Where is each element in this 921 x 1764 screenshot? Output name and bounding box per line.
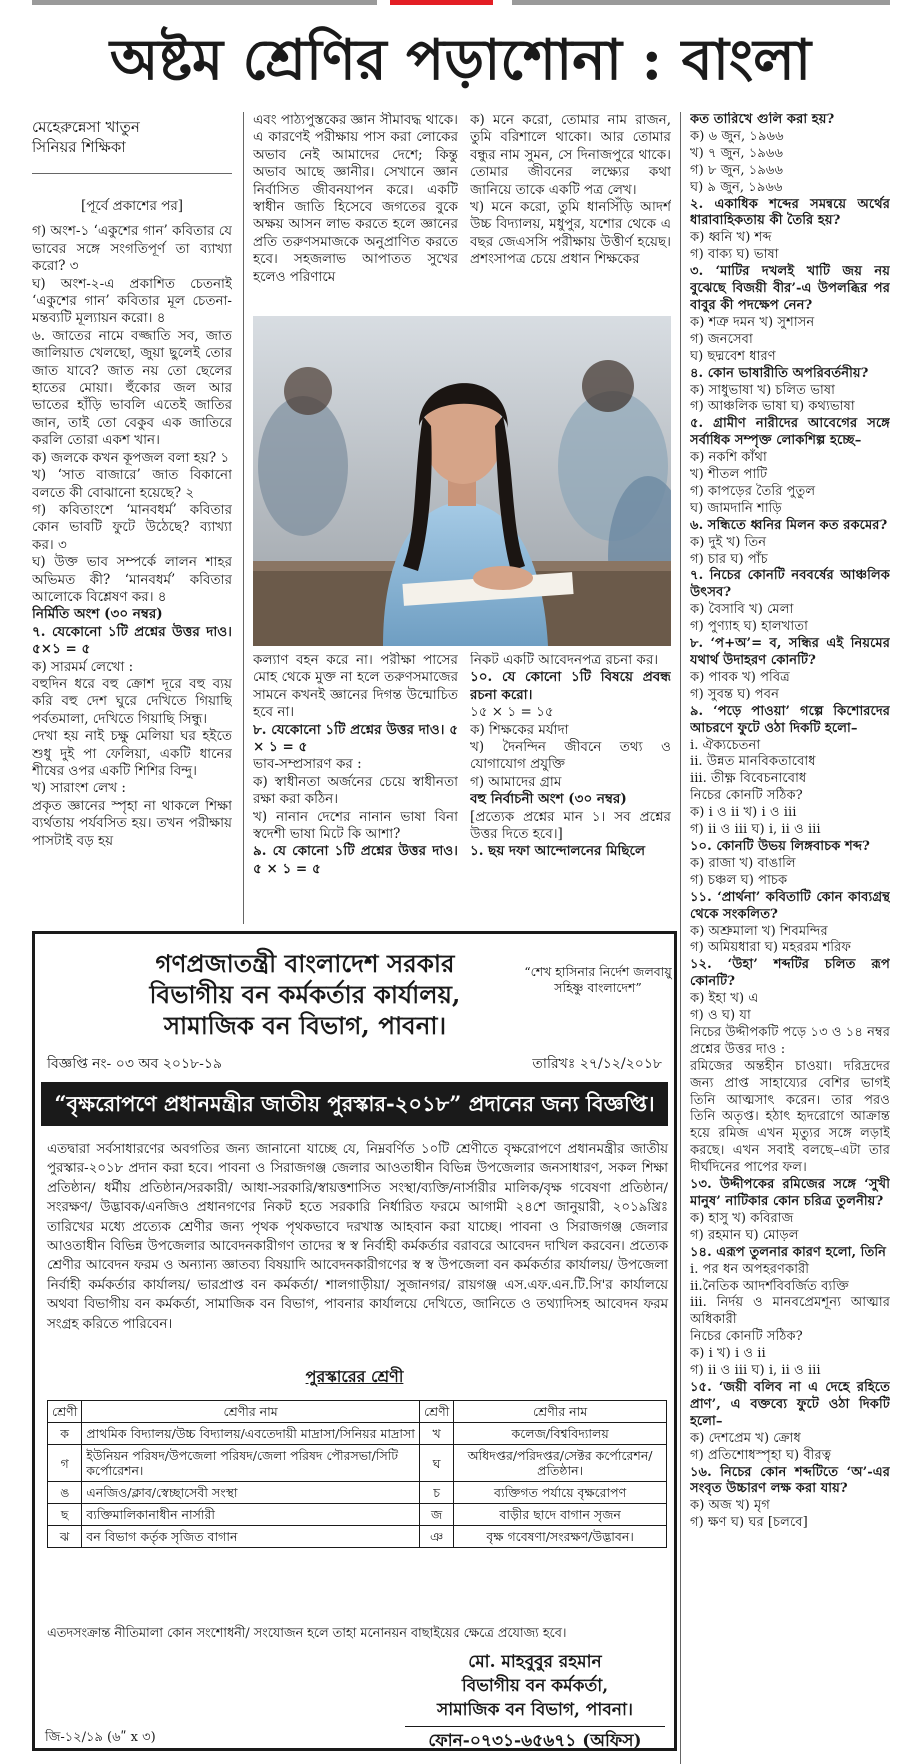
mcq-line: ক) হাসু খ) কবিরাজ bbox=[690, 1210, 794, 1226]
mcq-line: ii. উন্নত মানবিকতাবোধ bbox=[690, 754, 816, 770]
mcq-line: ঘ) জামদানি শাড়ি bbox=[690, 500, 782, 516]
column-paragraph: ৭. যেকোনো ১টি প্রশ্নের উত্তর দাও। ৫×১ = ৫ bbox=[32, 623, 232, 658]
column-paragraph: খ) ‘সাত বাজারে’ জাত বিকানো বলতে কী বোঝানো হয়েছে? ২ bbox=[32, 467, 232, 501]
mcq-line: গ) কাপড়ের তৈরি পুতুল bbox=[690, 483, 816, 499]
column-paragraph: ক) স্বাধীনতা অর্জনের চেয়ে স্বাধীনতা রক্ষা করা কঠিন। bbox=[253, 773, 458, 808]
mcq-line: ক) নকশি কাঁথা bbox=[690, 450, 767, 466]
table-cell: বন বিভাগ কর্তৃক সৃজিত বাগান bbox=[82, 1526, 420, 1548]
mcq-line: iii. তীক্ষ্ণ বিবেচনাবোধ bbox=[690, 771, 807, 787]
mcq-line: গ) ৮ জুন, ১৯৬৬ bbox=[690, 162, 784, 178]
mcq-line: ক) দেশপ্রেম খ) ক্রোধ bbox=[690, 1430, 801, 1446]
mcq-line: ৭. নিচের কোনটি নববর্ষের আঞ্চলিক উৎসব? bbox=[690, 568, 890, 601]
mcq-line: ১০. কোনটি উভয় লিঙ্গবাচক শব্দ? bbox=[690, 838, 870, 854]
column-paragraph: খ) মনে করো, তুমি ধানসিঁড়ি আদর্শ উচ্চ বিদ্যালয়, মধুপুর, যশোর থেকে এ বছর জেএসসি পরীক্ষায় উত্তীর্ণ হয়েছ। প্রশংসাপত্র চেয়ে প্রধান শিক্ষকের bbox=[470, 199, 671, 268]
mcq-line: ৮. ‘প+অ’= ব, সন্ধির এই নিয়মের যথার্থ উদাহরণ কোনটি? bbox=[690, 636, 890, 668]
column-paragraph: ৮. যেকোনো ১টি প্রশ্নের উত্তর দাও। ৫ × ১ = ৫ bbox=[253, 721, 458, 756]
mcq-line: ঘ) ছদ্মবেশ ধারণ bbox=[690, 348, 776, 364]
column-paragraph: ১. ছয় দফা আন্দোলনের মিছিলে bbox=[470, 843, 646, 860]
table-row bbox=[48, 1482, 667, 1504]
table-header-cell: শ্রেণীর নাম bbox=[454, 1401, 667, 1423]
mcq-line: ৬. সন্ধিতে ধ্বনির মিলন কত রকমের? bbox=[690, 517, 888, 533]
column-paragraph: [প্রত্যেক প্রশ্নের মান ১। সব প্রশ্নের উত্তর দিতে হবে।] bbox=[470, 808, 671, 843]
mcq-line: গ) প্রতিশোধস্পৃহা ঘ) বীরত্ব bbox=[690, 1447, 832, 1463]
author-block bbox=[32, 117, 232, 157]
mcq-line: ১৪. এরূপ তুলনার কারণ হলো, তিনি bbox=[690, 1244, 886, 1260]
mcq-line: নিচের উদ্দীপকটি পড়ে ১৩ ও ১৪ নম্বর প্রশ্নের উত্তর দাও : bbox=[690, 1024, 890, 1057]
mcq-line: ক) অজ খ) মৃগ bbox=[690, 1498, 770, 1514]
top-rule-accent bbox=[390, 0, 493, 5]
column-paragraph: ক) শিক্ষকের মর্যাদা bbox=[470, 721, 569, 738]
mcq-line: ১২. ‘উহা’ শব্দটির চলিত রূপ কোনটি? bbox=[690, 957, 890, 990]
ad-signature-block bbox=[405, 1650, 665, 1753]
mcq-line: ক) সাধুভাষা খ) চলিত ভাষা bbox=[690, 382, 835, 398]
mcq-line: ঘ) ৯ জুন, ১৯৬৬ bbox=[690, 179, 783, 195]
column-divider bbox=[243, 112, 244, 924]
mcq-line: ক) পাবক খ) পবিত্র bbox=[690, 669, 790, 685]
column-paragraph: ঘ) উক্ত ভাব সম্পর্কে লালন শাহর অভিমত কী? ‘মানবধর্ম’ কবিতার আলোকে বিশ্লেষণ কর। ৪ bbox=[32, 554, 232, 605]
column-paragraph: খ) দৈনন্দিন জীবনে তথ্য ও যোগাযোগ প্রযুক্তি bbox=[470, 739, 671, 773]
column-paragraph: এবং পাঠ্যপুস্তকের জ্ঞান সীমাবদ্ধ থাকে। এ কারণেই পরীক্ষায় পাস করা লোকের অভাব নেই আমাদের দেশে; কিন্তু অভাব আছে জ্ঞানীর। সেখানে জ্ঞান নির্বাসিত জীবনযাপন করে। একটি স্বাধীন জাতি হিসেবে জগতের বুকে অক্ষয় আসন লাভ করতে হলে জ্ঞানের প্রতি তরুণসমাজকে অনুপ্রাণিত করতে হবে। সহজলাভ আপাতত সুখের হলেও পরিণামে bbox=[253, 112, 458, 285]
government-advertisement bbox=[32, 931, 677, 1751]
mcq-line: ৫. গ্রামীণ নারীদের আবেগের সঙ্গে সর্বাধিক সম্পৃক্ত লোকশিল্প হচ্ছে– bbox=[690, 416, 890, 449]
table-cell: ব্যক্তিগত পর্যায়ে বৃক্ষরোপণ bbox=[454, 1482, 667, 1504]
column-divider bbox=[680, 112, 681, 1764]
table-cell: ক bbox=[48, 1423, 82, 1445]
ad-category-title: পুরস্কারের শ্রেণী bbox=[305, 1367, 404, 1386]
mcq-line: ক) ইহা খ) এ bbox=[690, 991, 759, 1007]
award-category-table bbox=[47, 1400, 667, 1548]
mcq-line: ২. একাধিক শব্দের সমন্বয়ে অর্থের ধারাবাহিকতায় কী তৈরি হয়? bbox=[690, 196, 890, 229]
top-rule-right bbox=[512, 0, 890, 5]
table-cell: ছ bbox=[48, 1504, 82, 1526]
mcq-line: রমিজের অন্তহীন চাওয়া। দরিদ্রদের জন্য প্রাপ্ত সাহায্যের বেশির ভাগই তিনি আত্মসাৎ করেন। তার পরও তিনি অতৃপ্ত। হঠাৎ হৃদরোগে আক্রান্ত হয়ে রমিজ এখন মৃত্যুর সঙ্গে লড়াই করছে। এখন সবাই বলছে–এটা তার দীর্ঘদিনের পাপের ফল। bbox=[690, 1058, 890, 1176]
column-paragraph: গ) কবিতাংশে ‘মানবধর্ম’ কবিতার কোন ভাবটি ফুটে উঠেছে? ব্যাখ্যা কর। ৩ bbox=[32, 501, 232, 553]
column-three-bottom bbox=[470, 652, 671, 924]
column-paragraph: দেখা হয় নাই চক্ষু মেলিয়া ঘর হইতে শুধু দুই পা ফেলিয়া, একটি ধানের শীষের ওপর একটি শিশির বিন্দু। bbox=[32, 728, 232, 779]
table-cell: ব্যক্তিমালিকানাধীন নার্সারী bbox=[82, 1504, 420, 1526]
mcq-line: ক) ধ্বনি খ) শব্দ bbox=[690, 230, 772, 246]
signatory-name: মো. মাহবুবুর রহমান bbox=[468, 1652, 602, 1672]
table-header-cell: শ্রেণীর নাম bbox=[82, 1401, 420, 1423]
column-paragraph: ১০. যে কোনো ১টি বিষয়ে প্রবন্ধ রচনা করো। bbox=[470, 669, 671, 703]
signatory-designation: বিভাগীয় বন কর্মকর্তা, bbox=[461, 1676, 609, 1696]
mcq-line: ক) রাজা খ) বাঙালি bbox=[690, 855, 796, 871]
mcq-line: খ) ৭ জুন, ১৯৬৬ bbox=[690, 145, 784, 161]
mcq-line: গ) রহমান ঘ) মোড়ল bbox=[690, 1227, 799, 1243]
column-paragraph: ক) জলকে কখন কূপজল বলা হয়? ১ bbox=[32, 449, 230, 466]
column-paragraph: ৬. জাতের নামে বজ্জাতি সব, জাত জালিয়াত খেলছো, জুয়া ছুলেই তোর জাত যাবে? জাত নয় তো ছেলের হাতের মোয়া। হুঁকোর জল আর ভাতের হাঁড়ি ভাবলি এতেই জাতির জান, তাই তো বেকুব এক জাতিরে করলি তোরা একশ খান। bbox=[32, 327, 232, 449]
column-paragraph: খ) সারাংশ লেখ : bbox=[32, 780, 126, 797]
column-paragraph: ভাব-সম্প্রসারণ কর : bbox=[253, 756, 362, 773]
top-rule-left bbox=[32, 0, 377, 5]
mcq-line: গ) অমিয়ধারা ঘ) মহররম শরিফ bbox=[690, 940, 851, 956]
table-cell: ইউনিয়ন পরিষদ/উপজেলা পরিষদ/জেলা পরিষদ পৌরসভা/সিটি কর্পোরেশন। bbox=[82, 1445, 420, 1482]
mcq-line: নিচের কোনটি সঠিক? bbox=[690, 1329, 803, 1345]
column-three-top bbox=[470, 112, 671, 312]
ad-slogan: “শেখ হাসিনার নির্দেশ জলবায়ু সহিষ্ণু বাংলাদেশ” bbox=[524, 964, 672, 995]
table-cell: এনজিও/ক্লাব/স্বেচ্ছাসেবী সংস্থা bbox=[82, 1482, 420, 1504]
mcq-line: খ) শীতল পাটি bbox=[690, 467, 768, 483]
mcq-line: iii. নির্দয় ও মানবপ্রেমশূন্য আত্মার অধিকারী bbox=[690, 1295, 890, 1328]
mcq-line: ১১. ‘প্রার্থনা’ কবিতাটি কোন কাব্যগ্রন্থ থেকে সংকলিত? bbox=[690, 889, 890, 922]
mcq-line: গ) বাক্য ঘ) ভাষা bbox=[690, 247, 779, 263]
table-cell: ঙ bbox=[48, 1482, 82, 1504]
signatory-office: সামাজিক বন বিভাগ, পাবনা। bbox=[437, 1700, 633, 1720]
table-header-cell: শ্রেণী bbox=[48, 1401, 82, 1423]
mcq-line: ক) i ও ii খ) i ও iii bbox=[690, 805, 797, 821]
column-paragraph: ক) সারমর্ম লেখো : bbox=[32, 658, 134, 675]
column-paragraph: ১৫ × ১ = ১৫ bbox=[470, 704, 554, 721]
column-two-top bbox=[253, 112, 458, 312]
table-row bbox=[48, 1445, 667, 1482]
mcq-line: গ) ক্ষণ ঘ) ঘর [চলবে] bbox=[690, 1515, 808, 1531]
mcq-line: i. পর ধন অপহরণকারী bbox=[690, 1261, 810, 1277]
column-paragraph: গ) অংশ-১ ‘একুশের গান’ কবিতার যে ভাবের সঙ্গে সংগতিপূর্ণ তা ব্যাখ্যা করো? ৩ bbox=[32, 223, 232, 275]
column-paragraph: বহু নির্বাচনী অংশ (৩০ নম্বর) bbox=[470, 791, 627, 808]
column-paragraph: ৯. যে কোনো ১টি প্রশ্নের উত্তর দাও। ৫ × ১ = ৫ bbox=[253, 843, 458, 877]
table-header-cell: শ্রেণী bbox=[419, 1401, 453, 1423]
mcq-line: গ) জনসেবা bbox=[690, 331, 753, 347]
table-cell: বৃক্ষ গবেষণা/সংরক্ষণ/উদ্ভাবন। bbox=[454, 1526, 667, 1548]
ad-code: জি-১২/১৯ (৬ʺ x ৩) bbox=[45, 1730, 156, 1745]
table-cell: প্রাথমিক বিদ্যালয়/উচ্চ বিদ্যালয়/এবতেদায়ী মাদ্রাসা/সিনিয়র মাদ্রাসা bbox=[82, 1423, 420, 1445]
mcq-line: ক) ৬ জুন, ১৯৬৬ bbox=[690, 128, 784, 144]
ad-issuer-line: সামাজিক বন বিভাগ, পাবনা। bbox=[163, 1011, 447, 1040]
mcq-line: গ) আঞ্চলিক ভাষা ঘ) কথ্যভাষা bbox=[690, 399, 855, 415]
column-paragraph: কল্যাণ বহন করে না। পরীক্ষা পাসের মোহ থেকে মুক্ত না হলে তরুণসমাজের সামনে কখনই জ্ঞানের দিগন্ত উন্মোচিত হবে না। bbox=[253, 652, 458, 721]
mcq-line: ১৩. উদ্দীপকের রমিজের সঙ্গে ‘সুখী মানুষ’ নাটিকার কোন চরিত্র তুলনীয়? bbox=[690, 1177, 890, 1209]
table-cell: ঘ bbox=[419, 1445, 453, 1482]
mcq-line: ক) দুই খ) তিন bbox=[690, 534, 767, 550]
table-cell: অধিদপ্তর/পরিদপ্তর/সেক্টর কর্পোরেশন/প্রতিষ্ঠান। bbox=[454, 1445, 667, 1482]
ad-issuer bbox=[75, 948, 535, 1041]
table-cell: জ bbox=[419, 1504, 453, 1526]
mcq-line: ৯. ‘পড়ে পাওয়া’ গল্পে কিশোরদের আচরণে ফুটে ওঠা দিকটি হলো– bbox=[690, 703, 890, 736]
mcq-line: গ) ii ও iii ঘ) i, ii ও iii bbox=[690, 1363, 821, 1379]
author-name: মেহেরুন্নেসা খাতুন bbox=[32, 118, 140, 136]
ad-policy-note: এতদসংক্রান্ত নীতিমালা কোন সংশোধনী/ সংযোজন হলে তাহা মনোনয়ন বাছাইয়ের ক্ষেত্রে প্রযোজ্য হবে। bbox=[47, 1626, 567, 1641]
author-designation: সিনিয়র শিক্ষিকা bbox=[32, 138, 126, 156]
mcq-line: i. ঐক্যচেতনা bbox=[690, 737, 761, 753]
table-cell: গ bbox=[48, 1445, 82, 1482]
mcq-line: ক) i খ) i ও ii bbox=[690, 1346, 766, 1362]
column-two-bottom bbox=[253, 652, 458, 924]
page-title: অষ্টম শ্রেণির পড়াশোনা : বাংলা bbox=[109, 27, 812, 93]
author-rule bbox=[32, 173, 232, 174]
ad-issuer-line: বিভাগীয় বন কর্মকর্তার কার্যালয়, bbox=[149, 980, 461, 1009]
table-row bbox=[48, 1504, 667, 1526]
ad-banner-title: “বৃক্ষরোপণে প্রধানমন্ত্রীর জাতীয় পুরস্কার-২০১৮” প্রদানের জন্য বিজ্ঞপ্তি। bbox=[41, 1082, 668, 1126]
table-row bbox=[48, 1526, 667, 1548]
table-cell: ঞ bbox=[419, 1526, 453, 1548]
column-paragraph: খ) নানান দেশের নানান ভাষা বিনা স্বদেশী ভাষা মিটে কি আশা? bbox=[253, 808, 458, 843]
ad-memo-number: বিজ্ঞপ্তি নং- ০৩ অব ২০১৮-১৯ bbox=[47, 1056, 223, 1072]
mcq-line: গ) চঞ্চল ঘ) পাচক bbox=[690, 872, 788, 888]
column-paragraph: নিকট একটি আবেদনপত্র রচনা কর। bbox=[470, 652, 659, 668]
mcq-line: ৪. কোন ভাষারীতি অপরিবর্তনীয়? bbox=[690, 365, 869, 381]
mcq-line: ৩. ‘মাটির দখলই খাটি জয় নয় বুঝেছে বিজয়ী বীর’-এ উপলব্ধির পর বাবুর কী পদক্ষেপ নেন? bbox=[690, 264, 890, 313]
table-cell: খ bbox=[419, 1423, 453, 1445]
table-cell: বাড়ীর ছাদে বাগান সৃজন bbox=[454, 1504, 667, 1526]
column-paragraph: বহুদিন ধরে বহু ক্রোশ দূরে বহু ব্যয় করি বহু দেশ ঘুরে দেখিতে গিয়াছি পর্বতমালা, দেখিতে গিয়াছি সিন্ধু। bbox=[32, 675, 232, 727]
mcq-line: গ) পুণ্যাহ ঘ) হালখাতা bbox=[690, 619, 808, 635]
table-header-row bbox=[48, 1401, 667, 1423]
table-cell: চ bbox=[419, 1482, 453, 1504]
mcq-line: ১৬. নিচের কোন শব্দটিতে ‘অ’-এর সংবৃত উচ্চারণ লক্ষ করা যায়? bbox=[690, 1464, 890, 1497]
column-paragraph: নির্মিতি অংশ (৩০ নম্বর) bbox=[32, 606, 163, 623]
ad-date: তারিখঃ ২৭/১২/২০১৮ bbox=[532, 1056, 662, 1072]
table-row bbox=[48, 1423, 667, 1445]
column-paragraph: প্রকৃত জ্ঞানের স্পৃহা না থাকলে শিক্ষা ব্যর্থতায় পর্যবসিত হয়। তখন পরীক্ষায় পাসটাই বড় হয় bbox=[32, 797, 232, 849]
mcq-line: ক) অশ্রুমালা খ) শিবমন্দির bbox=[690, 923, 828, 939]
table-cell: কলেজ/বিশ্ববিদ্যালয় bbox=[454, 1423, 667, 1445]
mcq-line: গ) ও ঘ) যা bbox=[690, 1008, 751, 1024]
mcq-line: নিচের কোনটি সঠিক? bbox=[690, 788, 803, 804]
column-one bbox=[32, 198, 232, 924]
column-four bbox=[690, 112, 890, 1764]
ad-body-text: এতদ্বারা সর্বসাধারণের অবগতির জন্য জানানো যাচ্ছে যে, নিম্নবর্ণিত ১০টি শ্রেণীতে বৃক্ষরোপণে প্রধানমন্ত্রীর জাতীয় পুরস্কার-২০১৮ প্রদান করা হবে। পাবনা ও সিরাজগঞ্জ জেলার আওতাধীন বিভিন্ন উপজেলার জনসাধারণ, সকল শিক্ষা প্রতিষ্ঠান/ ধর্মীয় প্রতিষ্ঠান/সরকারী/ আধা-সরকারি/স্বায়ত্তশাসিত সংস্থা/ব্যক্তি/নার্সারীর মালিক/বৃক্ষ গবেষণা প্রতিষ্ঠান/সংরক্ষণ/ উদ্ভাবক/এনজিও প্রধানগণের নিকট হতে সরকারি নির্ধারিত ফরমে আগামী ২৪শে জানুয়ারী, ২০১৯খ্রিঃ তারিখের মধ্যে প্রত্যেক শ্রেণীর জন্য পৃথক পৃথকভাবে দরখাস্ত আহবান করা যাচ্ছে। পাবনা ও সিরাজগঞ্জ জেলার আওতাধীন বিভিন্ন উপজেলার আবেদনকারীগণ তাদের স্ব স্ব নির্বাহী কর্মকর্তার বরাবরে আবেদন দাখিল করবেন। প্রত্যেক শ্রেণীর আবেদন ফরম ও অন্যান্য জ্ঞাতব্য বিষয়াদি আবেদনকারীগণের স্ব স্ব উপজেলা বন কর্মকর্তার কার্যালয়/ উপজেলা নির্বাহী কর্মকর্তার কার্যালয়/ ভারপ্রাপ্ত বন কর্মকর্তা/ শালগাড়ীয়া/ সুজানগর/ রায়গঞ্জ এস.এফ.এন.টি.সি'র কার্যালয়ে অথবা বিভাগীয় বন কর্মকর্তা, সামাজিক বন বিভাগ, পাবনার কার্যালয়ে দেখিতে, জানিতে ও তথ্যাদিসহ আবেদন ফরম সংগ্রহ করিতে পারিবেন। bbox=[47, 1142, 668, 1332]
signatory-phone: ফোন-০৭৩১-৬৫৬৭১ (অফিস) bbox=[405, 1726, 665, 1753]
student-photo bbox=[253, 316, 671, 646]
mcq-line: ক) বৈসাবি খ) মেলা bbox=[690, 602, 794, 618]
mcq-line: ক) শত্রু দমন খ) সুশাসন bbox=[690, 314, 815, 330]
mcq-line: ii.নৈতিক আদর্শবিবর্জিত ব্যক্তি bbox=[690, 1278, 849, 1294]
mcq-line: গ) সুবন্ত ঘ) পবন bbox=[690, 686, 779, 702]
ad-issuer-line: গণপ্রজাতন্ত্রী বাংলাদেশ সরকার bbox=[155, 949, 455, 978]
column-paragraph: ক) মনে করো, তোমার নাম রাজন, তুমি বরিশালে থাকো। আর তোমার বন্ধুর নাম সুমন, সে দিনাজপুরে থাকে। তোমার জীবনের লক্ষ্যের কথা জানিয়ে তাকে একটি পত্র লেখ। bbox=[470, 112, 671, 198]
continued-note: [পূর্বে প্রকাশের পর] bbox=[80, 198, 184, 214]
column-paragraph: ঘ) অংশ-২-এ প্রকাশিত চেতনাই ‘একুশের গান’ কবিতার মূল চেতনা-মন্তব্যটি মূল্যায়ন করো। ৪ bbox=[32, 275, 232, 327]
table-cell: ঝ bbox=[48, 1526, 82, 1548]
column-paragraph: গ) আমাদের গ্রাম bbox=[470, 773, 562, 790]
mcq-line: গ) ii ও iii ঘ) i, ii ও iii bbox=[690, 822, 821, 838]
mcq-line: ১৫. ‘জয়ী বলিব না এ দেহে রহিতে প্রাণ’, এ বক্তব্যে ফুটে ওঠা দিকটি হলো– bbox=[690, 1379, 890, 1429]
mcq-line: গ) চার ঘ) পাঁচ bbox=[690, 551, 768, 567]
mcq-line: কত তারিখে গুলি করা হয়? bbox=[690, 112, 835, 127]
